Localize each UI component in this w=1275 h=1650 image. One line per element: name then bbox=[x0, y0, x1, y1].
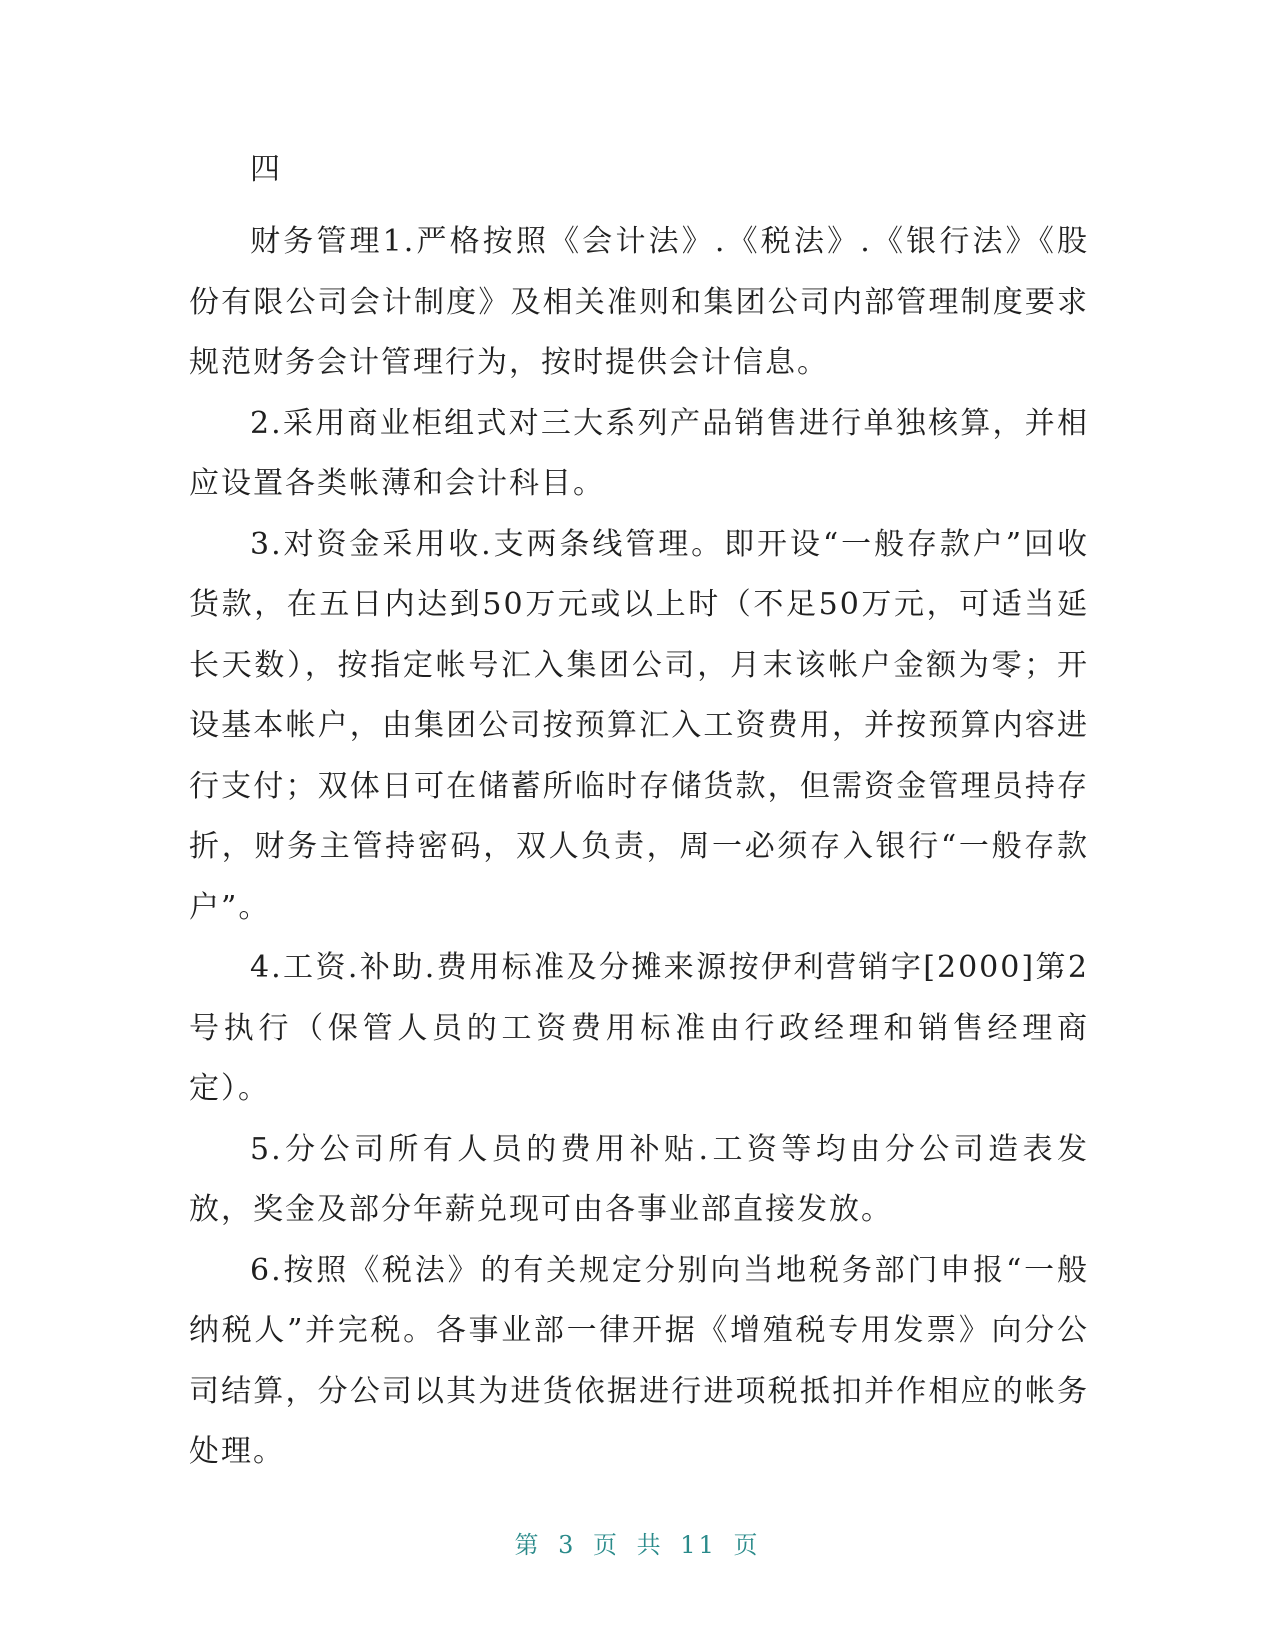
paragraph-6: 6.按照《税法》的有关规定分别向当地税务部门申报“一般纳税人”并完税。各事业部一律开据《增殖税专用发票》向分公司结算，分公司以其为进货依据进行进项税抵扣并作相应的帐务处理。 bbox=[189, 1252, 1089, 1469]
paragraph-2: 2.采用商业柜组式对三大系列产品销售进行单独核算，并相应设置各类帐薄和会计科目。 bbox=[189, 405, 1089, 501]
paragraph-5: 5.分公司所有人员的费用补贴.工资等均由分公司造表发放，奖金及部分年薪兑现可由各事业部直接发放。 bbox=[189, 1131, 1089, 1227]
paragraph-1: 财务管理1.严格按照《会计法》.《税法》.《银行法》《股份有限公司会计制度》及相关准则和集团公司内部管理制度要求规范财务会计管理行为，按时提供会计信息。 bbox=[189, 224, 1089, 380]
page-number-footer: 第 3 页 共 11 页 bbox=[514, 1531, 761, 1559]
paragraph-4: 4.工资.补助.费用标准及分摊来源按伊利营销字[2000]第2号执行（保管人员的工资费用标准由行政经理和销售经理商定）。 bbox=[189, 950, 1089, 1106]
paragraph-3: 3.对资金采用收.支两条线管理。即开设“一般存款户”回收货款，在五日内达到50万元或以上时（不足50万元，可适当延长天数），按指定帐号汇入集团公司，月末该帐户金额为零；开设基本帐户，由集团公司按预算汇入工资费用，并按预算内容进行支付；双体日可在储蓄所临时存储货款，但需资金管理员持存折，财务主管持密码，双人负责，周一必须存入银行“一般存款户”。 bbox=[189, 526, 1089, 925]
document-body bbox=[189, 140, 1089, 1483]
section-heading: 四 bbox=[250, 152, 282, 187]
